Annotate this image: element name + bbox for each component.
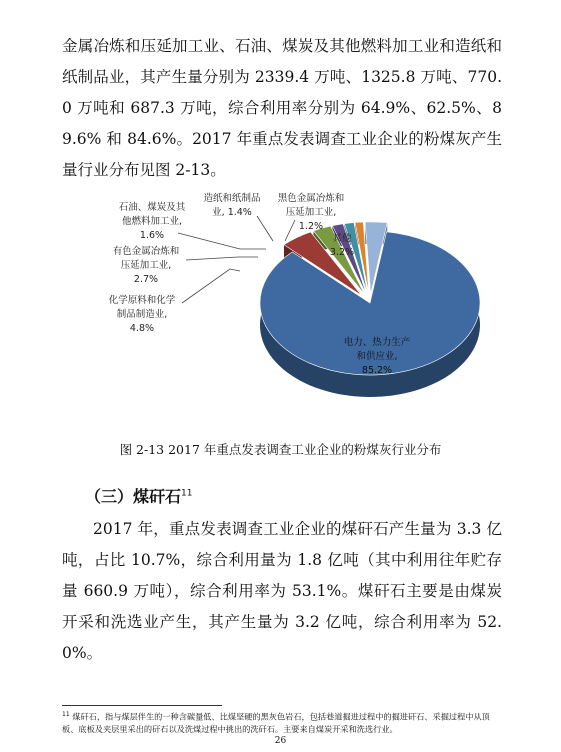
paragraph-coal-gangue: 2017 年，重点发表调查工业企业的煤矸石产生量为 3.3 亿吨，占比 10.7%，综合利用量为 1.8 亿吨（其中利用往年贮存量 660.9 万吨），综合利用率为 53.1%。煤矸石主要是由煤炭开采和洗选业产生，其产生量为 3.2 亿吨，综合利用率为 52.0%。 <box>62 520 502 662</box>
label-power-2: 和供应业, <box>356 351 398 362</box>
leader-line-chem <box>182 269 240 303</box>
footnote-divider <box>62 705 222 706</box>
leader-line-ferrous <box>285 220 295 241</box>
heading-footnote-ref[interactable]: 11 <box>181 488 193 499</box>
label-oil-3: 1.6% <box>139 230 165 241</box>
figure-caption: 图 2-13 2017 年重点发表调查工业企业的粉煤灰行业分布 <box>119 442 442 457</box>
label-nonferrous-2: 压延加工业, <box>120 260 172 271</box>
label-paper-2: 业, 1.4% <box>212 207 252 218</box>
label-nonferrous-3: 2.7% <box>133 274 159 285</box>
label-oil-2: 他燃料加工业, <box>121 216 183 227</box>
label-nonferrous-1: 有色金属冶炼和 <box>112 246 180 257</box>
label-power-3: 85.2% <box>361 365 393 376</box>
footnote-text: 煤矸石，指与煤层伴生的一种含碳量低、比煤坚硬的黑灰色岩石，包括巷道掘进过程中的掘进矸石、采掘过程中从顶板、底板及夹层里采出的矸石以及洗煤过程中挑出的洗矸石。主要来自煤炭开采和洗选行业。 <box>62 711 490 734</box>
footnote <box>62 709 502 735</box>
paragraph-intro: 金属冶炼和压延加工业、石油、煤炭及其他燃料加工业和造纸和纸制品业，其产生量分别为 2339.4 万吨、1325.8 万吨、770.0 万吨和 687.3 万吨，综合利用率分别为 64.9%、62.5%、89.6% 和 84.6%。2017 年重点发表调查工业企业的粉煤灰产生量行业分布见图 2-13。 <box>62 37 502 179</box>
label-ferrous-2: 压延加工业, <box>285 207 337 218</box>
leader-line-oil <box>178 233 266 249</box>
label-other-1: 其他 <box>332 233 352 244</box>
label-chem-2: 制品制造业, <box>116 309 168 320</box>
pie-chart <box>90 183 480 428</box>
page-number: 26 <box>274 736 287 746</box>
section-heading-text: （三）煤矸石 <box>85 487 182 506</box>
label-power-1: 电力、热力生产 <box>343 337 411 348</box>
label-oil-1: 石油、煤炭及其 <box>118 202 186 213</box>
label-ferrous-3: 1.2% <box>298 221 324 232</box>
footnote-number: 11 <box>62 711 70 718</box>
section-heading <box>85 484 192 507</box>
leader-line-nonferrous <box>186 257 258 260</box>
leader-line-paper <box>257 216 273 241</box>
pie-chart-svg <box>90 183 480 428</box>
label-paper-1: 造纸和纸制品 <box>203 193 261 204</box>
label-ferrous-1: 黑色金属冶炼和 <box>277 193 345 204</box>
label-other-2: 3.2% <box>329 247 355 258</box>
label-chem-1: 化学原料和化学 <box>108 295 176 306</box>
label-chem-3: 4.8% <box>129 323 155 334</box>
